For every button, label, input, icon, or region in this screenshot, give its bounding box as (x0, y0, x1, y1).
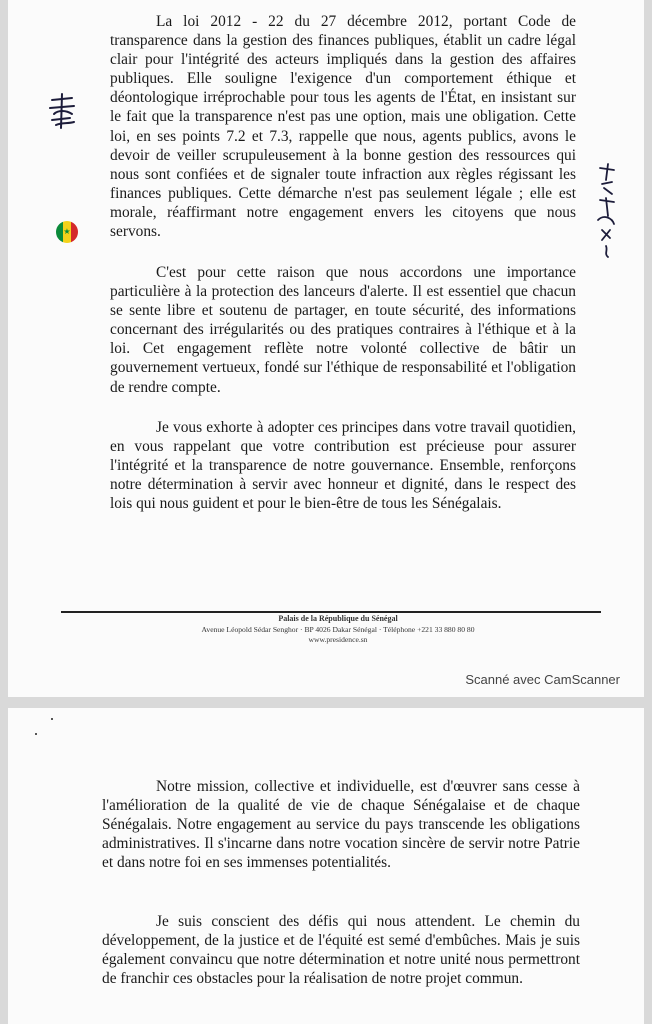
footer-website: www.presidence.sn (308, 635, 368, 644)
scanner-watermark: Scanné avec CamScanner (465, 672, 620, 687)
paraph-stamp-icon (46, 92, 80, 137)
body-paragraph: C'est pour cette raison que nous accordons une importance particulière à la protection des lanceurs d'alerte. Il est essentiel que chacun se sente libre et soutenu de partager, en toute sécurité, des informations concernant des irrégularités ou des pratiques contraires à l'éthique et à la loi. Cet engagement reflète notre volonté collective de bâtir un gouvernement vertueux, fondé sur l'éthique de responsabilité et l'obligation de rendre compte. (110, 264, 576, 396)
body-paragraph: Je vous exhorte à adopter ces principes dans votre travail quotidien, en vous rappelant que votre contribution est précieuse pour assurer l'intégrité et la transparence de notre gouvernance. Ensemble, renforçons notre détermination à servir avec honneur et dignité, dans le respect des lois qui nous guident et pour le bien-être de tous les Sénégalais. (110, 419, 576, 513)
footer-title: Palais de la République du Sénégal (278, 614, 398, 623)
document-page-1 (8, 0, 644, 697)
body-paragraph: Notre mission, collective et individuelle, est d'œuvrer sans cesse à l'amélioration de la qualité de vie de chaque Sénégalaise et de chaque Sénégalais. Notre engagement au service du pays transcende les obligations administratives. Il s'incarne dans notre vocation sincère de servir notre Patrie et dans notre foi en ses immenses potentialités. (102, 778, 580, 872)
footer-address: Avenue Léopold Sédar Senghor · BP 4026 Dakar Sénégal · Téléphone +221 33 880 80 80 (201, 624, 475, 634)
senegal-flag-icon: ★ (56, 221, 78, 243)
document-page-2 (8, 708, 644, 1024)
body-paragraph: La loi 2012 - 22 du 27 décembre 2012, portant Code de transparence dans la gestion des finances publiques, établit un cadre légal clair pour l'intégrité des acteurs impliqués dans la gestion des affaires publiques. Elle souligne l'exigence d'un comportement éthique et déontologique irréprochable pour tous les agents de l'État, en insistant sur le fait que la transparence n'est pas une option, mais une obligation. Cette loi, en ses points 7.2 et 7.3, rappelle que nous, agents publics, avons le devoir de veiller scrupuleusement à la bonne gestion des ressources qui nous sont confiées et de signaler toute infraction aux règles régissant les finances publiques. Cette démarche n'est pas seulement légale ; elle est morale, réaffirmant notre engagement envers les citoyens que nous servons. (110, 13, 576, 241)
footer-divider (61, 611, 601, 613)
body-paragraph: Je suis conscient des défis qui nous attendent. Le chemin du développement, de la justice et de l'équité est semé d'embûches. Mais je suis également convaincu que notre détermination et notre unité nous permettront de franchir ces obstacles pour la réalisation de notre projet commun. (102, 913, 580, 988)
scan-speck (35, 733, 37, 735)
handwritten-annotation-icon (590, 160, 624, 265)
letterhead-footer (158, 614, 518, 646)
scan-speck (51, 718, 53, 720)
